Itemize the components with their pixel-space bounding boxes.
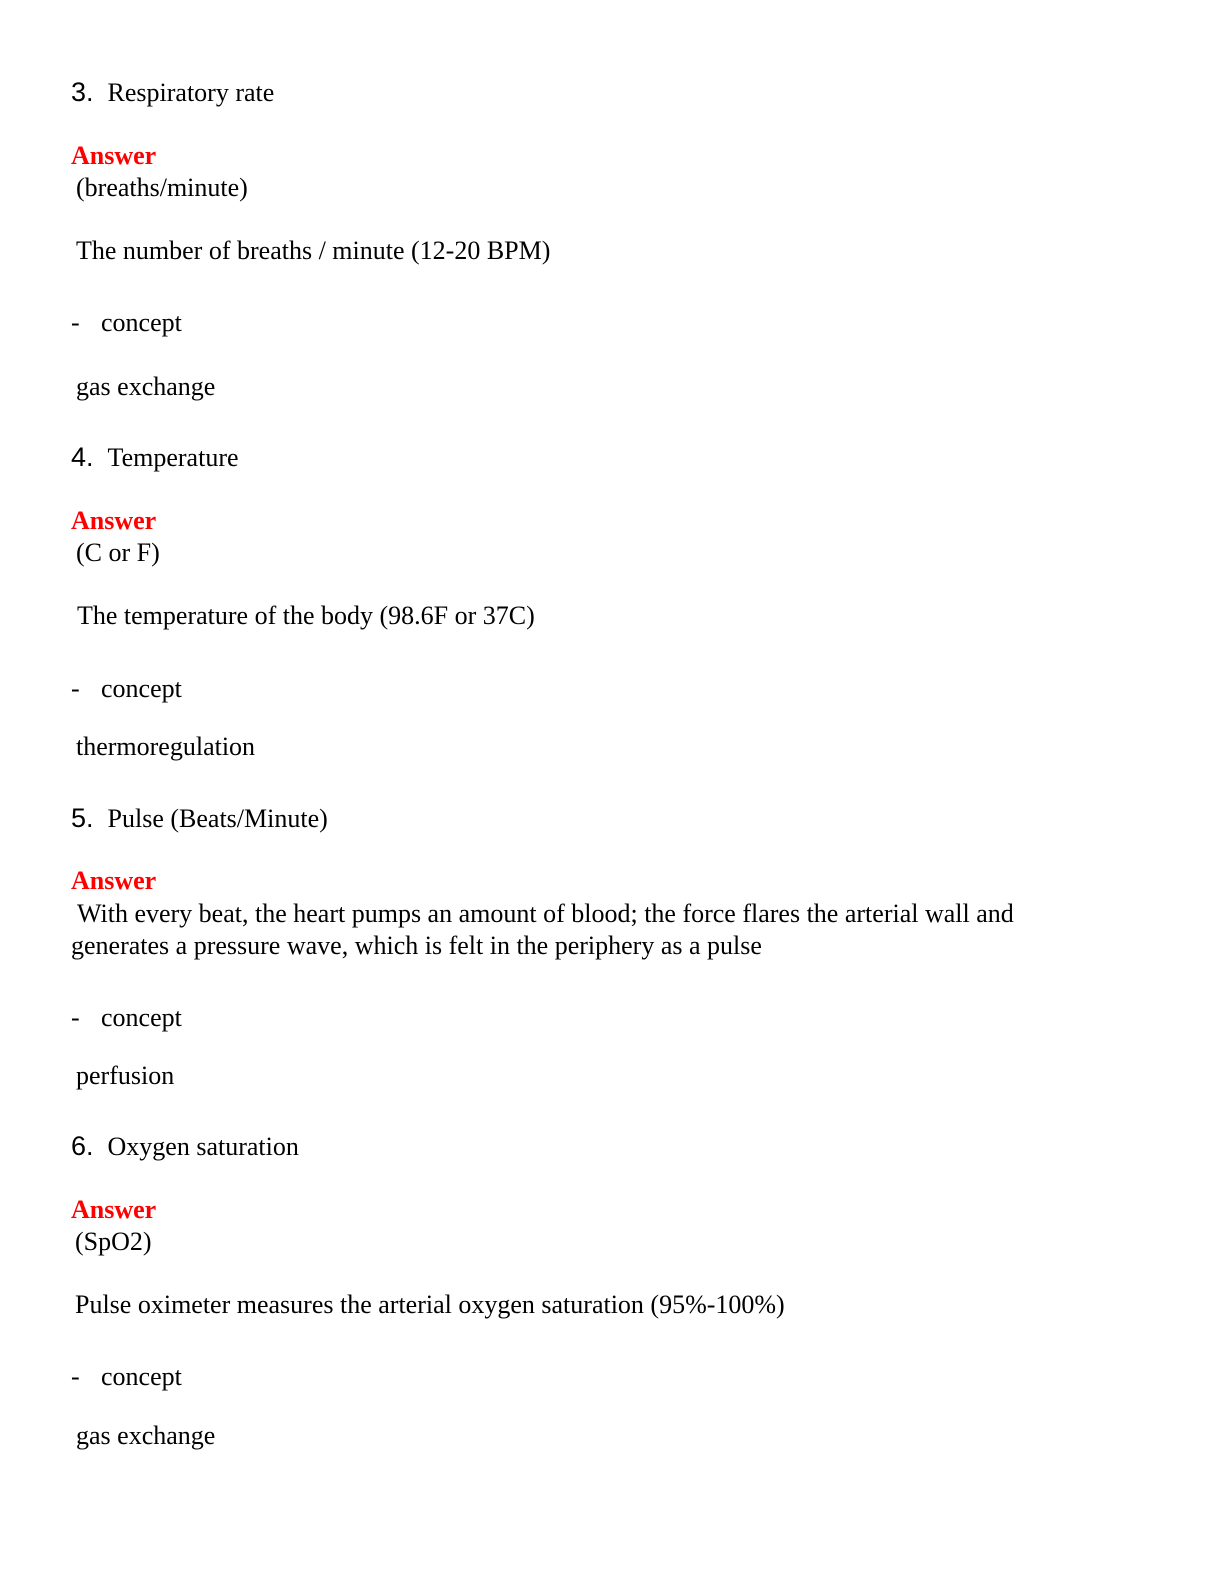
answer-description: Pulse oximeter measures the arterial oxygen saturation (95%-100%) — [75, 1290, 785, 1319]
dash-bullet: - — [71, 308, 80, 337]
answer-label: Answer — [71, 506, 157, 535]
concept-label: concept — [101, 308, 182, 337]
concept-value: gas exchange — [76, 372, 216, 401]
concept-value: gas exchange — [76, 1421, 216, 1450]
question-number: 4. — [71, 442, 94, 472]
question-heading — [71, 803, 328, 834]
answer-description: The temperature of the body (98.6F or 37C) — [77, 601, 535, 630]
question-title: Oxygen saturation — [107, 1132, 299, 1161]
answer-unit: (C or F) — [76, 538, 160, 567]
dash-bullet: - — [71, 1003, 80, 1032]
question-heading — [71, 77, 274, 108]
question-heading — [71, 442, 239, 473]
concept-value: perfusion — [76, 1061, 175, 1090]
answer-description: The number of breaths / minute (12-20 BPM) — [76, 236, 551, 265]
answer-description: With every beat, the heart pumps an amount of blood; the force flares the arterial wall and generates a pressure wave, which is felt in the periphery as a pulse — [71, 899, 1014, 960]
answer-unit: (breaths/minute) — [76, 173, 248, 202]
concept-label: concept — [101, 1362, 182, 1391]
answer-label: Answer — [71, 141, 157, 170]
question-number: 6. — [71, 1131, 94, 1161]
concept-line — [71, 1003, 182, 1033]
answer-unit: (SpO2) — [75, 1227, 152, 1256]
concept-label: concept — [101, 674, 182, 703]
answer-label: Answer — [71, 866, 157, 895]
dash-bullet: - — [71, 1362, 80, 1391]
question-title: Temperature — [107, 443, 239, 472]
question-title: Pulse (Beats/Minute) — [107, 804, 328, 833]
question-title: Respiratory rate — [107, 78, 275, 107]
question-number: 3. — [71, 77, 94, 107]
answer-label: Answer — [71, 1195, 157, 1224]
concept-line — [71, 674, 182, 704]
concept-label: concept — [101, 1003, 182, 1032]
concept-line — [71, 1362, 182, 1392]
dash-bullet: - — [71, 674, 80, 703]
concept-line — [71, 308, 182, 338]
concept-value: thermoregulation — [76, 732, 256, 761]
question-number: 5. — [71, 803, 94, 833]
question-heading — [71, 1131, 299, 1162]
